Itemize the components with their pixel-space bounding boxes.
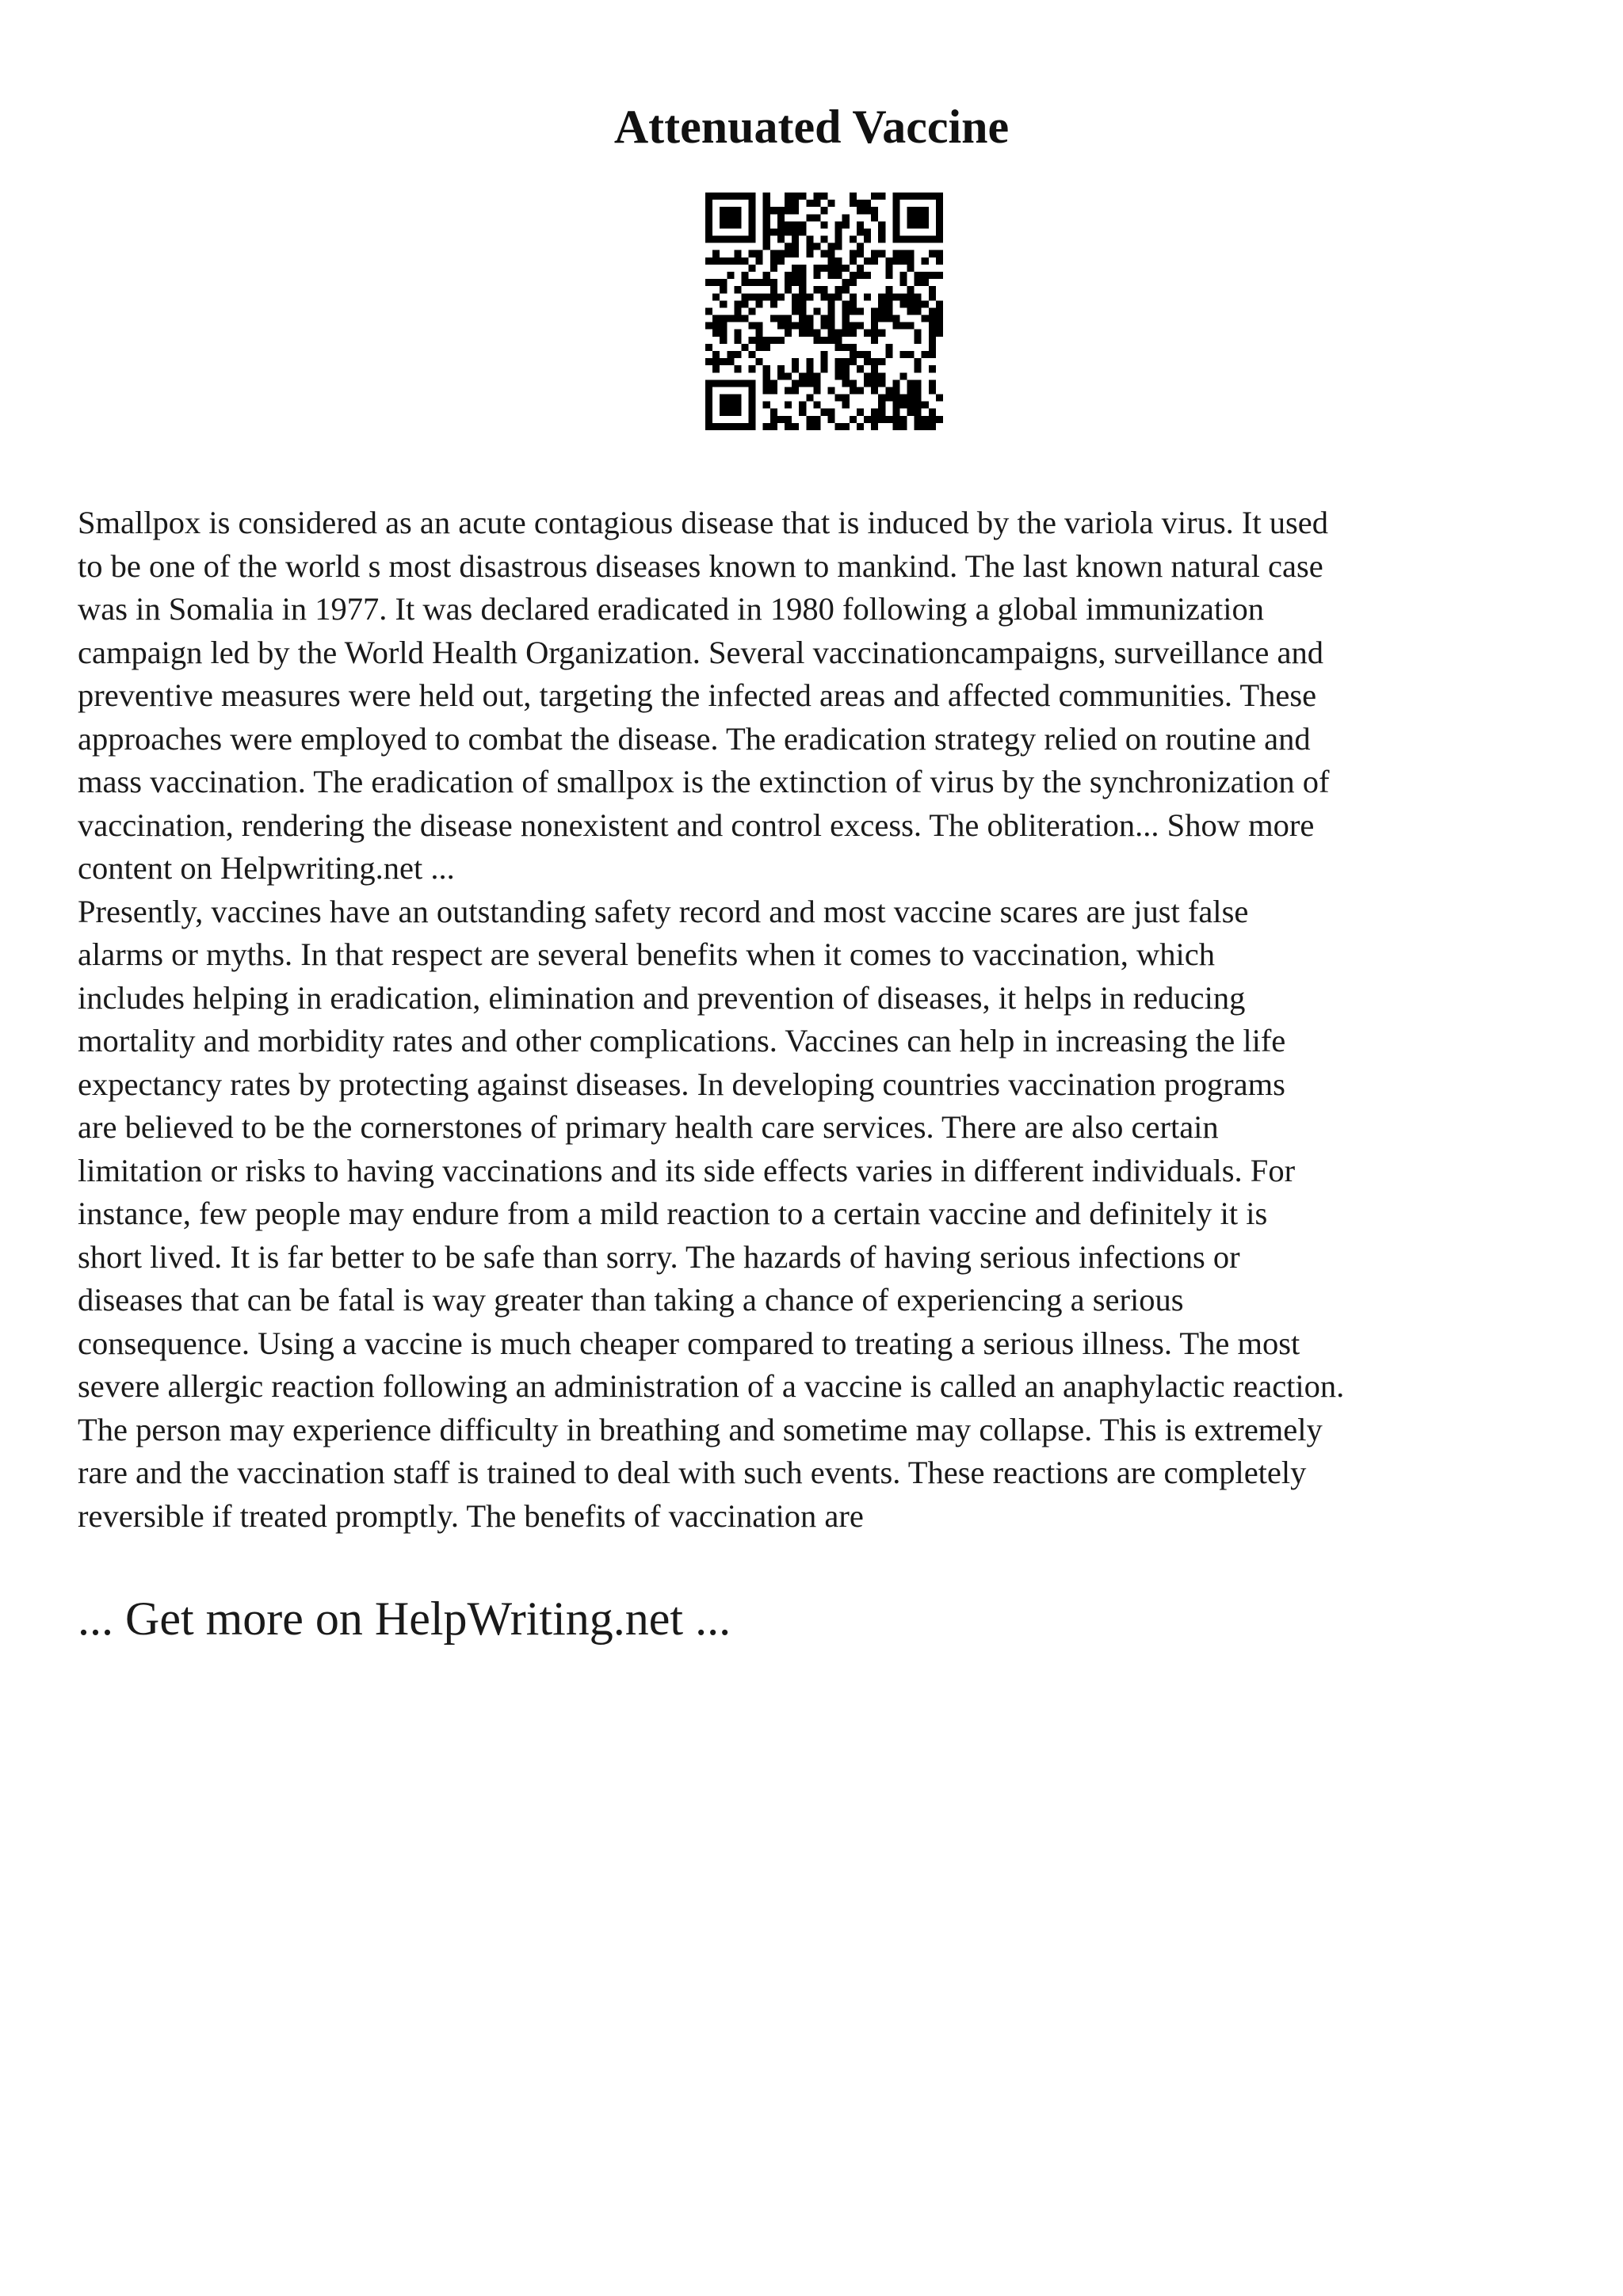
paragraph-smallpox: Smallpox is considered as an acute contagious disease that is induced by the variola virus. It used to be one of the world s most disastrous diseases known to mankind. The last known natural case was in Somalia in 1977. It was declared eradicated in 1980 following a global immunization campaign led by the World Health Organization. Several vaccinationcampaigns, surveillance and preventive measures were held out, targeting the infected areas and affected communities. These approaches were employed to combat the disease. The eradication strategy relied on routine and mass vaccination. The eradication of smallpox is the extinction of virus by the synchronization of vaccination, rendering the disease nonexistent and control excess. The obliteration... Show more content on Helpwriting.net ... [78,505,1330,886]
paragraph-vaccine-safety: Presently, vaccines have an outstanding safety record and most vaccine scares are just false alarms or myths. In that respect are several benefits when it comes to vaccination, which includes helping in eradication, elimination and prevention of diseases, it helps in reducing mortality and morbidity rates and other complications. Vaccines can help in increasing the life expectancy rates by protecting against diseases. In developing countries vaccination programs are believed to be the cornerstones of primary health care services. There are also certain limitation or risks to having vaccinations and its side effects varies in different individuals. For instance, few people may endure from a mild reaction to a certain vaccine and definitely it is short lived. It is far better to be safe than sorry. The hazards of having serious infections or diseases that can be fatal is way greater than taking a chance of experiencing a serious consequence. Using a vaccine is much cheaper compared to treating a serious illness. The most severe allergic reaction following an administration of a vaccine is called an anaphylactic reaction. The person may experience difficulty in breathing and sometime may collapse. This is extremely rare and the vaccination staff is trained to deal with such events. These reactions are completely reversible if treated promptly. The benefits of vaccination are [78,893,1345,1534]
get-more-link[interactable]: ... Get more on HelpWriting.net ... [78,1592,731,1645]
qr-code-icon [705,190,943,433]
document-title: Attenuated Vaccine [613,101,1010,153]
body-text [78,502,1568,1538]
